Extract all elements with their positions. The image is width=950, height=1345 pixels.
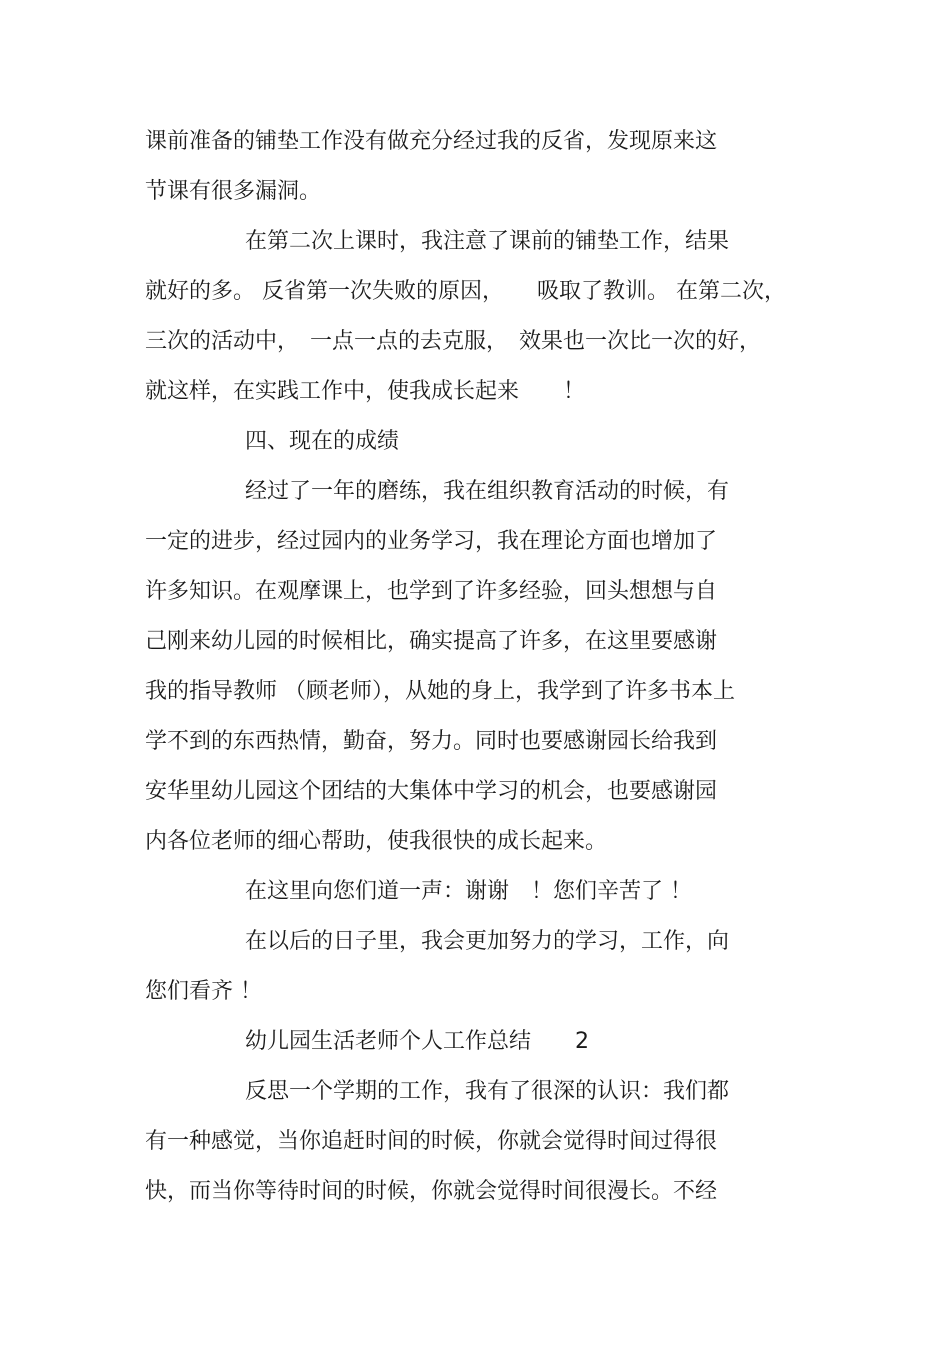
text-line: 在这里向您们道一声：谢谢 ！您们辛苦了 ！ <box>245 879 692 904</box>
text-line: 三次的活动中， 一点一点的去克服， 效果也一次比一次的好， <box>145 329 762 354</box>
text-line: 就这样，在实践工作中，使我成长起来 ！ <box>145 379 586 404</box>
text-line: 您们看齐 ！ <box>145 979 262 1004</box>
text-line: 经过了一年的磨练，我在组织教育活动的时候，有 <box>245 479 730 504</box>
text-line: 学不到的东西热情，勤奋，努力。同时也要感谢园长给我到 <box>145 729 718 754</box>
text-line: 一定的进步，经过园内的业务学习，我在理论方面也增加了 <box>145 529 718 554</box>
text-line: 己刚来幼儿园的时候相比，确实提高了许多，在这里要感谢 <box>145 629 718 654</box>
text-line: 节课有很多漏洞。 <box>145 179 322 204</box>
text-line: 快，而当你等待时间的时候，你就会觉得时间很漫长。不经 <box>145 1179 718 1204</box>
text-line: 反思一个学期的工作，我有了很深的认识：我们都 <box>245 1079 730 1104</box>
text-line: 内各位老师的细心帮助，使我很快的成长起来。 <box>145 829 608 854</box>
text-line: 有一种感觉，当你追赶时间的时候，你就会觉得时间过得很 <box>145 1129 718 1154</box>
text-line: 就好的多。 反省第一次失败的原因， 吸取了教训。 在第二次， <box>145 279 786 304</box>
section-heading: 四、现在的成绩 <box>245 429 400 454</box>
text-line: 我的指导教师 （顾老师），从她的身上，我学到了许多书本上 <box>145 679 735 704</box>
text-line: 在以后的日子里，我会更加努力的学习，工作，向 <box>245 929 730 954</box>
text-line: 许多知识。在观摩课上，也学到了许多经验，回头想想与自 <box>145 579 718 604</box>
text-line: 在第二次上课时，我注意了课前的铺垫工作，结果 <box>245 229 730 254</box>
text-line: 安华里幼儿园这个团结的大集体中学习的机会，也要感谢园 <box>145 779 718 804</box>
section-heading: 幼儿园生活老师个人工作总结 2 <box>245 1029 589 1054</box>
text-line: 课前准备的铺垫工作没有做充分经过我的反省，发现原来这 <box>145 129 718 154</box>
